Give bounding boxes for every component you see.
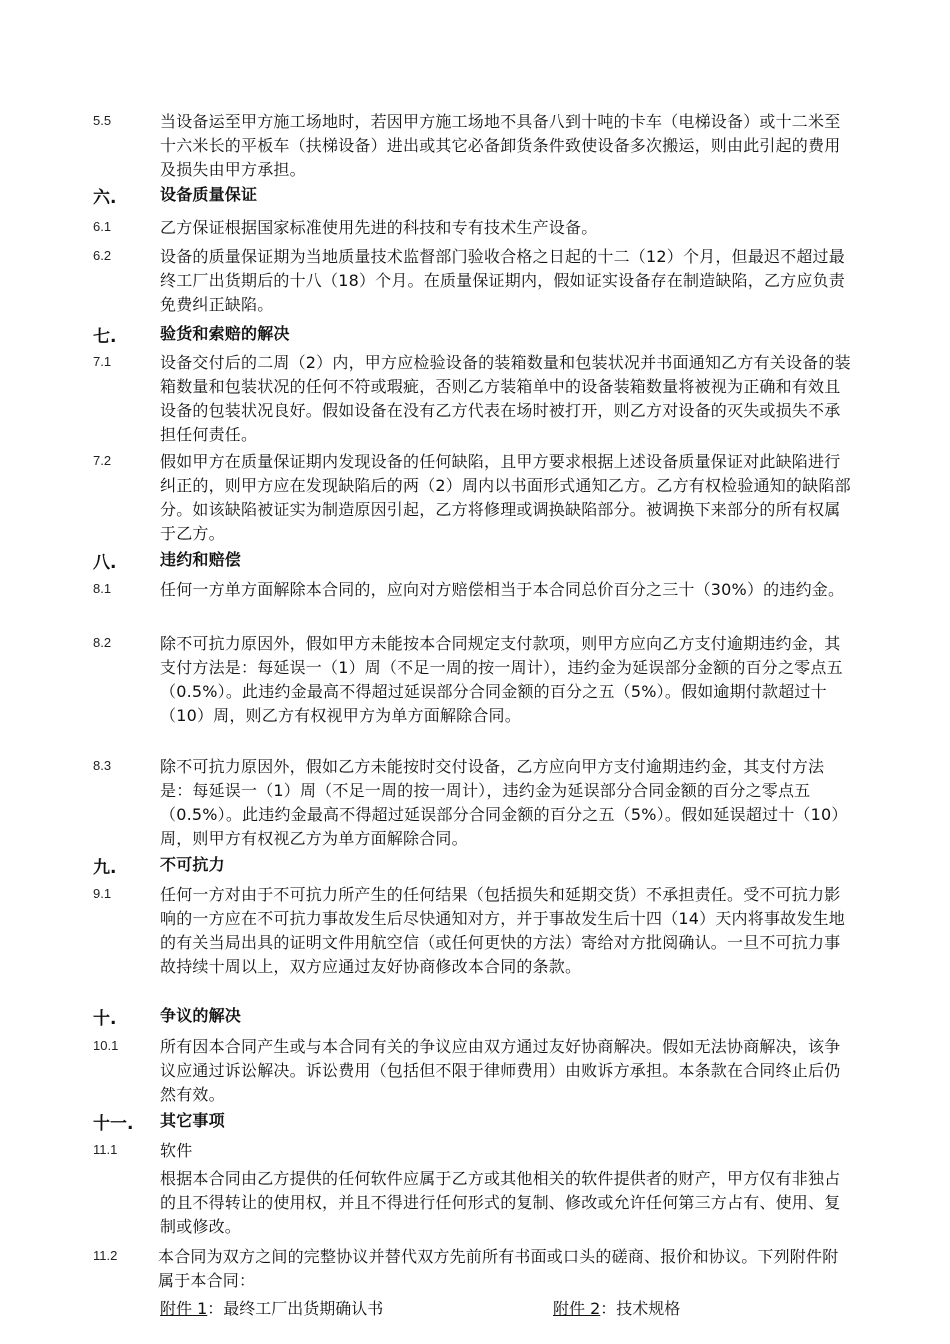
clause-number: 8.3 — [93, 758, 112, 773]
section-title: 验货和索赔的解决 — [160, 324, 290, 343]
section-title: 违约和赔偿 — [160, 550, 242, 569]
attachment-2 — [553, 1297, 680, 1321]
clause-number: 6.2 — [93, 248, 112, 263]
clause-number: 10.1 — [93, 1038, 119, 1053]
attachment-1 — [160, 1297, 383, 1321]
clause-number: 7.2 — [93, 453, 112, 468]
section-title: 争议的解决 — [160, 1006, 242, 1025]
clause-text: 任何一方单方面解除本合同的，应向对方赔偿相当于本合同总价百分之三十（30%）的违约金。 — [160, 580, 845, 599]
attachment-label: 附件 2 — [553, 1299, 601, 1318]
clause-number: 7.1 — [93, 354, 112, 369]
section-number: 七. — [93, 327, 117, 347]
clause-text: 除不可抗力原因外，假如乙方未能按时交付设备，乙方应向甲方支付逾期违约金，其支付方法是：每延误一（1）周（不足一周的按一周计），违约金为延误部分合同金额的百分之零点五（0.5%）。此违约金最高不得超过延误部分合同金额的百分之五（5%）。假如延误超过十（10）周，则甲方有权视乙方为单方面解除合同。 — [160, 757, 848, 848]
clause-text: 乙方保证根据国家标准使用先进的科技和专有技术生产设备。 — [160, 218, 598, 237]
section-number: 十. — [93, 1009, 117, 1029]
attachment-label: 附件 1 — [160, 1299, 208, 1318]
clause-number: 11.1 — [93, 1142, 118, 1157]
attachment-separator: ： — [600, 1299, 617, 1318]
clause-number: 8.1 — [93, 581, 112, 596]
clause-number: 5.5 — [93, 113, 112, 128]
clause-number: 11.2 — [93, 1248, 118, 1263]
section-number: 九. — [93, 858, 117, 878]
clause-text: 除不可抗力原因外，假如甲方未能按本合同规定支付款项，则甲方应向乙方支付逾期违约金，其支付方法是：每延误一（1）周（不足一周的按一周计），违约金为延误部分金额的百分之零点五（0.5%）。此违约金最高不得超过延误部分合同金额的百分之五（5%）。假如逾期付款超过十（10）周，则乙方有权视甲方为单方面解除合同。 — [160, 634, 843, 725]
section-number: 十一. — [93, 1114, 134, 1134]
attachment-separator: ： — [207, 1299, 224, 1318]
section-title: 设备质量保证 — [160, 185, 258, 204]
section-title: 不可抗力 — [160, 855, 225, 874]
section-title: 其它事项 — [160, 1111, 225, 1130]
clause-number: 9.1 — [93, 886, 112, 901]
section-number: 八. — [93, 553, 117, 573]
attachment-title: 技术规格 — [616, 1299, 681, 1318]
clause-number: 6.1 — [93, 219, 112, 234]
clause-text: 设备交付后的二周（2）内，甲方应检验设备的装箱数量和包装状况并书面通知乙方有关设备的装箱数量和包装状况的任何不符或瑕疵，否则乙方装箱单中的设备装箱数量将被视为正确和有效且设备的包装状况良好。假如设备在没有乙方代表在场时被打开，则乙方对设备的灭失或损失不承担任何责任。 — [160, 353, 851, 444]
clause-text: 根据本合同由乙方提供的任何软件应属于乙方或其他相关的软件提供者的财产，甲方仅有非独占的且不得转让的使用权，并且不得进行任何形式的复制、修改或允许任何第三方占有、使用、复制或修改。 — [160, 1169, 841, 1236]
section-number: 六. — [93, 188, 117, 208]
attachment-title: 最终工厂出货期确认书 — [223, 1299, 384, 1318]
clause-text: 假如甲方在质量保证期内发现设备的任何缺陷，且甲方要求根据上述设备质量保证对此缺陷进行纠正的，则甲方应在发现缺陷后的两（2）周内以书面形式通知乙方。乙方有权检验通知的缺陷部分。如该缺陷被证实为制造原因引起，乙方将修理或调换缺陷部分。被调换下来部分的所有权属于乙方。 — [160, 452, 851, 543]
clause-text: 软件 — [160, 1141, 193, 1160]
clause-number: 8.2 — [93, 635, 112, 650]
clause-text: 本合同为双方之间的完整协议并替代双方先前所有书面或口头的磋商、报价和协议。下列附件附属于本合同： — [158, 1247, 839, 1290]
clause-text: 当设备运至甲方施工场地时，若因甲方施工场地不具备八到十吨的卡车（电梯设备）或十二米至十六米长的平板车（扶梯设备）进出或其它必备卸货条件致使设备多次搬运，则由此引起的费用及损失由甲方承担。 — [160, 112, 841, 179]
clause-text: 设备的质量保证期为当地质量技术监督部门验收合格之日起的十二（12）个月，但最迟不超过最终工厂出货期后的十八（18）个月。在质量保证期内，假如证实设备存在制造缺陷，乙方应负责免费纠正缺陷。 — [160, 247, 845, 314]
clause-text: 任何一方对由于不可抗力所产生的任何结果（包括损失和延期交货）不承担责任。受不可抗力影响的一方应在不可抗力事故发生后尽快通知对方，并于事故发生后十四（14）天内将事故发生地的有关当局出具的证明文件用航空信（或任何更快的方法）寄给对方批阅确认。一旦不可抗力事故持续十周以上，双方应通过友好协商修改本合同的条款。 — [160, 885, 845, 976]
clause-text: 所有因本合同产生或与本合同有关的争议应由双方通过友好协商解决。假如无法协商解决，该争议应通过诉讼解决。诉讼费用（包括但不限于律师费用）由败诉方承担。本条款在合同终止后仍然有效。 — [160, 1037, 841, 1104]
